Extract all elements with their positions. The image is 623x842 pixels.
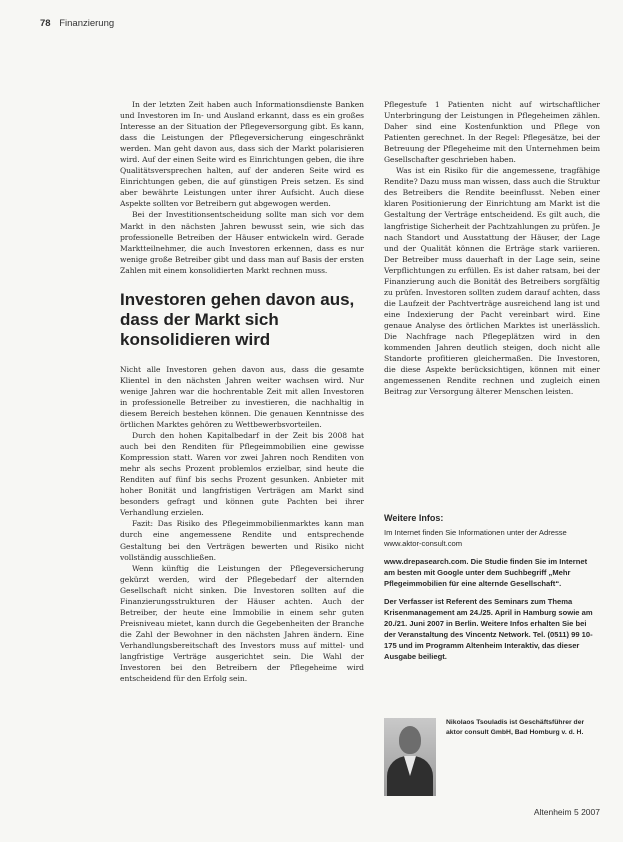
page-header [40, 18, 114, 29]
page-number: 78 [40, 18, 51, 29]
body-paragraph: Pflegestufe 1 Patienten nicht auf wirtschaftlicher Unterbringung der Leistungen in Pflegeheimen zählen. Daher sind eine Kostenfunktion und Pflege von Patienten gerechnet. In der Regel: Pflegesätze, bei der Betreuung der Pflegeheime mit den Unternehmen beim Gesellschafter geschrieben haben. [384, 100, 600, 165]
body-paragraph: Was ist ein Risiko für die angemessene, tragfähige Rendite? Dazu muss man wissen, dass auch die Struktur des Betreibers die Rendite beeinflusst. Neben einer klaren Positionierung der Einrichtung am Markt ist die Gestaltung der Verträge entscheidend. Es gilt auch, die langfristige Sicherheit der Pachtzahlungen zu prüfen. Je nach Standort und Ausstattung der Häuser, der Lage und der Qualität können die Erträge stark variieren. Der Betreiber muss dauerhaft in der Lage sein, seine Verpflichtungen zu erfüllen. Es ist daher ratsam, bei der Finanzierung auch die Bonität des Betreibers sorgfältig zu prüfen. Investoren sollten zudem darauf achten, dass die Laufzeit der Pachtverträge ausreichend lang ist und eine Indexierung der Pacht vereinbart wird. Eine genaue Analyse des örtlichen Marktes ist unerlässlich. Die Nachfrage nach Pflegeplätzen wird in den kommenden Jahren deutlich steigen, doch nicht alle Standorte profitieren gleichermaßen. Die Investoren, die diese Aspekte berücksichtigen, können mit einer angemessenen Rendite rechnen und zugleich einen Beitrag zur Versorgung älterer Menschen leisten. [384, 166, 600, 397]
section-heading: Investoren gehen davon aus, dass der Markt sich konsolidieren wird [120, 289, 355, 349]
body-paragraph: Wenn künftig die Leistungen der Pflegeversicherung gekürzt werden, wird der Pflegebedarf der alternden Gesellschaft nicht sinken. Die Investoren sollten auf die Finanzierungsstrukturen der Häuser achten. Auch der Betreiber, der heute eine Immobilie in einem sehr guten Preisniveau mietet, kann durch die Gegebenheiten der Branche die Zahl der Bewohner in den nächsten Jahren ändern. Eine Verhandlungsbereitschaft des Investors muss auf mittel- und langfristige Verträge ausgerichtet sein. Die Wahl der Investoren bei den Betreibern der Pflegeheime wird entscheidend für den Erfolg sein. [120, 563, 364, 684]
left-column [120, 99, 364, 684]
right-column [384, 99, 600, 397]
section-title: Finanzierung [59, 18, 115, 29]
info-title: Weitere Infos: [384, 513, 444, 523]
body-paragraph: Fazit: Das Risiko des Pflegeimmobilienmarktes kann man durch eine angemessene Rendite und entsprechende Gestaltung bei den Verträgen bewerten und Risiko nicht vollständig ausschließen. [120, 519, 364, 562]
info-paragraph: Der Verfasser ist Referent des Seminars zum Thema Krisenmanagement am 24./25. April in Hamburg sowie am 20./21. Juni 2007 in Berlin. Weitere Infos erhalten Sie bei der Veranstaltung des Vincentz Network. Tel. (0511) 99 10-175 und im Programm Altenheim Interaktiv, das dieser Ausgabe beiliegt. [384, 597, 593, 661]
info-paragraph: Im Internet finden Sie Informationen unter der Adresse www.aktor-consult.com [384, 528, 567, 548]
page-footer: Altenheim 5 2007 [533, 807, 600, 817]
body-paragraph: Durch den hohen Kapitalbedarf in der Zeit bis 2008 hat auch bei den Renditen für Pflegeimmobilien eine gewisse Kompression statt. Waren vor zwei Jahren noch Renditen von mehr als sechs Prozent problemlos erzielbar, sind heute die Renditen auf fünf bis sechs Prozent gesunken. Anbieter mit hoher Bonität und langfristigen Verträgen am Markt sind besonders gefragt und können gute Pachten bei ihrer Verhandlung erzielen. [120, 431, 364, 518]
author-photo [384, 718, 436, 796]
body-paragraph: Bei der Investitionsentscheidung sollte man sich vor dem Markt in den nächsten Jahren bewusst sein, wie sich das professionelle Betreiben der Häuser entwickeln wird. Gerade Marktteilnehmer, die auch Investoren erkennen, dass es nur wenige große Betreiber gibt und dass man auf Basis der ersten Zahlen mit einem konsolidierten Markt rechnen muss. [120, 210, 364, 275]
author-box [384, 718, 600, 796]
info-box [384, 513, 600, 669]
info-paragraph: www.drepasearch.com. Die Studie finden Sie im Internet am besten mit Google unter dem Suchbegriff „Mehr Pflegeimmobilien für eine alternde Gesellschaft“. [384, 557, 588, 588]
author-caption: Nikolaos Tsouladis ist Geschäftsführer der aktor consult GmbH, Bad Homburg v. d. H. [446, 719, 585, 736]
body-paragraph: In der letzten Zeit haben auch Informationsdienste Banken und Investoren im In- und Ausland erkannt, dass es ein großes Interesse an der Situation der Pflegeversorgung gibt. Es kann, dass die Leistungen der Pflegeversicherung eingeschränkt werden. Man geht davon aus, dass sich der Markt polarisieren wird. Auf der einen Seite wird es Einrichtungen geben, die ihre Qualitätsversprechen halten, auf der anderen Seite wird es Einrichtungen geben, die auf günstigen Preis setzen. Es sind aber bewährte Leistungen unter ihrer Aufsicht. Auch diese Aspekte sollten vor Betreibern gut abgewogen werden. [120, 100, 364, 209]
body-paragraph: Nicht alle Investoren gehen davon aus, dass die gesamte Klientel in den nächsten Jahren weiter wachsen wird. Nur wenige Jahren war die hochrentable Zeit mit allen Investoren in professionelle Betreiber zu investieren, die nachhaltig in diesem Bereich bestehen können. Die genauen Kenntnisse des örtlichen Marktes gehören zu Wettbewerbsvorteilen. [120, 364, 364, 429]
